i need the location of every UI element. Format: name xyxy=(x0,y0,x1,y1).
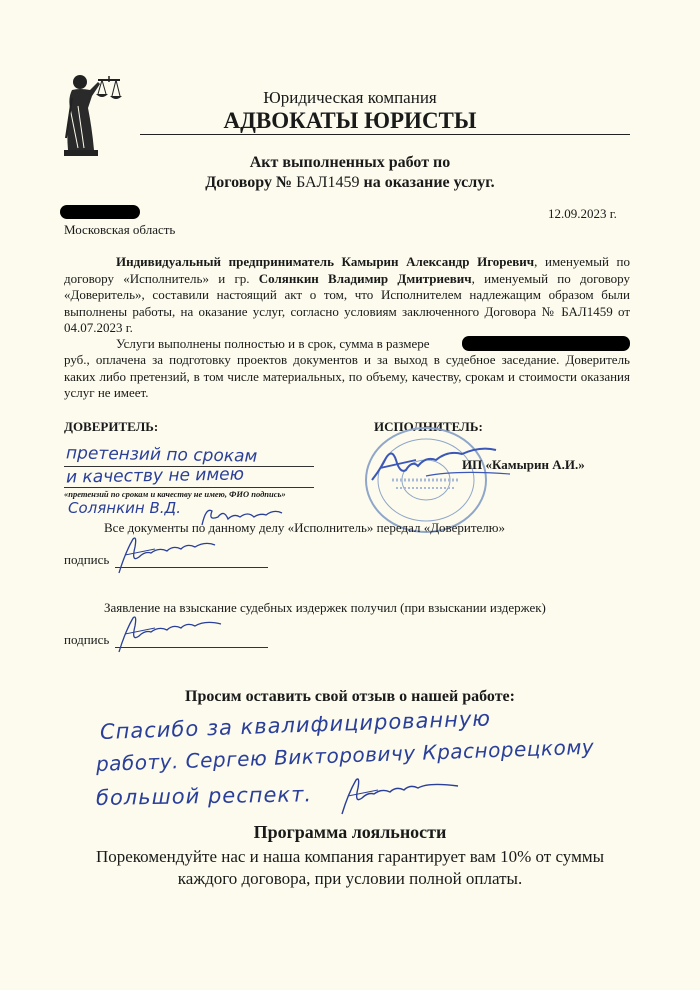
documents-signature xyxy=(115,533,235,577)
act-title-line2 xyxy=(120,174,580,192)
paragraph-parties-text3: от xyxy=(618,303,631,319)
paragraph-services-rest: руб., оплачена за подготовку проектов документов и за выход в судебное заседание. Доверитель каких либо претензий, в том числе материальных, по объему, качеству, срокам и стоимости оказания услуг не имеет. xyxy=(64,352,630,400)
redacted-amount xyxy=(462,336,630,351)
paragraph-services-line1: Услуги выполнены полностью и в срок, сумма в размере xyxy=(116,336,430,351)
executor-full-name: Индивидуальный предприниматель Камырин Александр Игоревич xyxy=(116,254,535,269)
claim-signature xyxy=(115,612,235,656)
client-writing-line2 xyxy=(64,487,314,488)
client-hint: «претензий по срокам и качеству не имею, ФИО подпись» xyxy=(64,489,286,499)
loyalty-heading: Программа лояльности xyxy=(253,822,447,842)
paragraph-parties-text1: , именуемый по договору «Исполнитель» и гр. xyxy=(64,254,630,286)
claim-signature-label: подпись xyxy=(64,632,110,647)
client-handwritten-line1: претензий по срокам xyxy=(65,443,258,467)
client-handwritten-name: Солянкин В.Д. xyxy=(68,499,181,517)
company-name: АДВОКАТЫ ЮРИСТЫ xyxy=(223,108,477,133)
review-handwritten-line3: большой респект. xyxy=(95,782,313,810)
paragraph-parties xyxy=(64,254,630,337)
client-full-name: Солянкин Владимир Дмитриевич xyxy=(258,270,472,286)
documents-signature-label: подпись xyxy=(64,552,110,567)
claim-text: Заявление на взыскание судебных издержек получил (при взыскании издержек) xyxy=(104,600,546,615)
act-title-contract-no: БАЛ1459 xyxy=(296,174,360,191)
review-handwritten-line2: работу. Сергею Викторовичу Краснорецкому xyxy=(95,734,595,776)
company-prefix: Юридическая компания xyxy=(263,88,437,107)
paragraph-contract-no: БАЛ1459 xyxy=(561,303,613,319)
act-title-line1: Акт выполненных работ по xyxy=(249,154,451,171)
review-handwritten-line1: Спасибо за квалифицированную xyxy=(99,706,492,744)
review-heading: Просим оставить свой отзыв о нашей работе: xyxy=(185,688,515,705)
client-handwritten-line2: и качеству не имею xyxy=(65,464,245,488)
review-signature xyxy=(338,774,468,818)
header-divider xyxy=(140,134,630,135)
executor-name: ИП «Камырин А.И.» xyxy=(462,457,585,472)
paragraph-contract-date: 04.07.2023 г. xyxy=(64,320,133,335)
region: Московская область xyxy=(64,222,176,237)
documents-text: Все документы по данному делу «Исполнитель» передал «Доверителю» xyxy=(104,520,506,535)
date: 12.09.2023 г. xyxy=(548,206,617,221)
paragraph-parties-text2: , именуемый по договору «Доверитель», составили настоящий акт о том, что Исполнителем надлежащим образом были выполнены работы, на оказание услуг, согласно условиям заключенного Договора № xyxy=(64,270,630,319)
act-title-contract-prefix: Договору № xyxy=(205,174,293,191)
loyalty-text-line2: каждого договора, при условии полной оплаты. xyxy=(177,869,523,888)
act-title-contract-suffix: на оказание услуг. xyxy=(363,174,495,191)
redacted-city xyxy=(60,205,140,219)
loyalty-text-line1: Порекомендуйте нас и наша компания гарантирует вам 10% от суммы xyxy=(95,847,605,866)
themis-logo xyxy=(58,68,128,160)
client-heading: ДОВЕРИТЕЛЬ: xyxy=(64,419,159,434)
executor-heading: ИСПОЛНИТЕЛЬ: xyxy=(374,419,483,434)
